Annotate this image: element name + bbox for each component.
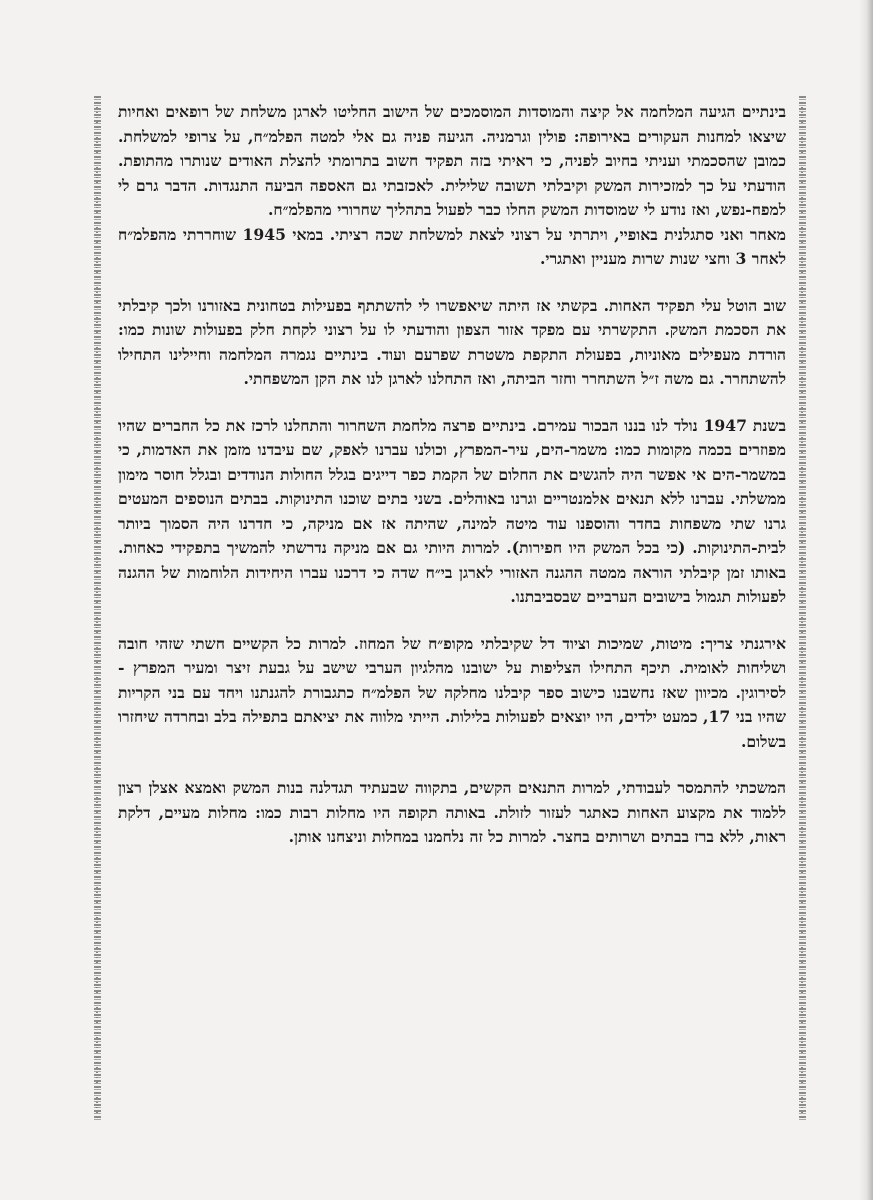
paragraph-2: מאחר ואני סתגלנית באופיי, ויתרתי על רצוני לצאת למשלחת שכה רציתי. במאי 1945 שוחררתי מהפלמ״ח לאחר 3 וחצי שנות שרות מעניין ואתגרי.	[118, 224, 786, 268]
left-decorative-border	[94, 96, 101, 1120]
paragraph-6: המשכתי להתמסר לעבודתי, למרות התנאים הקשים, בתקווה שבעתיד תגדלנה בנות המשק ואמצא אצלן רצון ללמוד את מקצוע האחות כאתגר לעזור לזולת. באותה תקופה היו מחלות רבות כמו: מחלות מעיים, דלקת ראות, ללא ברז בבתים ושרותים בחצר. למרות כל זה נלחמנו במחלות וניצחנו אותן.	[118, 778, 786, 846]
document-body	[118, 100, 786, 850]
right-decorative-border	[799, 96, 806, 1120]
page-edge-shadow	[859, 0, 873, 1200]
paragraph-4: בשנת 1947 נולד לנו בננו הבכור עמירם. בינתיים פרצה מלחמת השחרור והתחלנו לרכז את כל החברים שהיו מפוזרים בכמה מקומות כמו: משמר-הים, עיר-המפרץ, וכולנו עברנו לאפק, שם עיבדנו מזמן את האדמות, כי במשמר-הים אי אפשר היה להגשים את החלום של הקמת כפר דייגים בגלל החולות הנודדים ובגלל חוסר מימון ממשלתי. עברנו ללא תנאים אלמנטריים וגרנו באוהלים. בשני בתים שוכנו התינוקות. בבתים הנוספים המעטים גרנו שתי משפחות בחדר והוספנו עוד מיטה למינה, שהיתה אז אם מניקה, כי חדרנו היה הסמוך ביותר לבית-התינוקות. (כי בכל המשק היו חפירות). למרות היותי גם אם מניקה נדרשתי להמשיך בתפקידי כאחות. באותו זמן קיבלתי הוראה ממטה ההגנה האזורי לארגן בי״ח שדה כי דרכנו עברו היחידות הלוחמות של ההגנה לפעולות תגמול בישובים הערביים שבסביבתנו.	[118, 415, 786, 606]
paragraph-1: בינתיים הגיעה המלחמה אל קיצה והמוסדות המוסמכים של הישוב החליטו לארגן משלחת של רופאים ואחיות שיצאו למחנות העקורים באירופה: פולין וגרמניה. הגיעה פניה גם אלי למטה הפלמ״ח, על צרופי למשלחת. כמובן שהסכמתי ועניתי בחיוב לפניה, כי ראיתי בזה תפקיד חשוב בתרומתי להצלת האודים שנותרו מהתופת. הודעתי על כך למזכירות המשק וקיבלתי תשובה שלילית. לאכזבתי גם האספה הביעה התנגדות. הדבר גרם לי למפח-נפש, ואז נודע לי שמוסדות המשק החלו כבר לפעול בתהליך שחרורי מהפלמ״ח.	[118, 102, 786, 219]
paragraph-3: שוב הוטל עלי תפקיד האחות. בקשתי אז היתה שיאפשרו לי להשתתף בפעילות בטחונית באזורנו ולכך קיבלתי את הסכמת המשק. התקשרתי עם מפקד אזור הצפון והודעתי לו על רצוני לקחת חלק בפעולות שונות כמו: הורדת מעפילים מאוניות, בפעולת התקפת משטרת שפרעם ועוד. בינתיים נגמרה המלחמה וחיילינו התחילו להשתחרר. גם משה ז״ל השתחרר וחזר הביתה, ואז התחלנו לארגן לנו את הקן המשפחתי.	[118, 295, 786, 388]
paragraph-5: אירגנתי צריך: מיטות, שמיכות וציוד דל שקיבלתי מקופ״ח של המחוז. למרות כל הקשיים חשתי שזהי חובה ושליחות לאומית. תיכף התחילו הצליפות על ישובנו מהלגיון הערבי שישב על גבעת זיצר ומעיר המפרץ - לסירוגין. מכיוון שאז נחשבנו כישוב ספר קיבלנו מחלקה של הפלמ״ח כתגבורת להגנתנו ויחד עם בני הקריות שהיו בני 17, כמעט ילדים, היו יוצאים לפעולות בלילות. הייתי מלווה את יציאתם בתפילה בלב ובחרדה שיחזרו בשלום.	[118, 633, 786, 751]
